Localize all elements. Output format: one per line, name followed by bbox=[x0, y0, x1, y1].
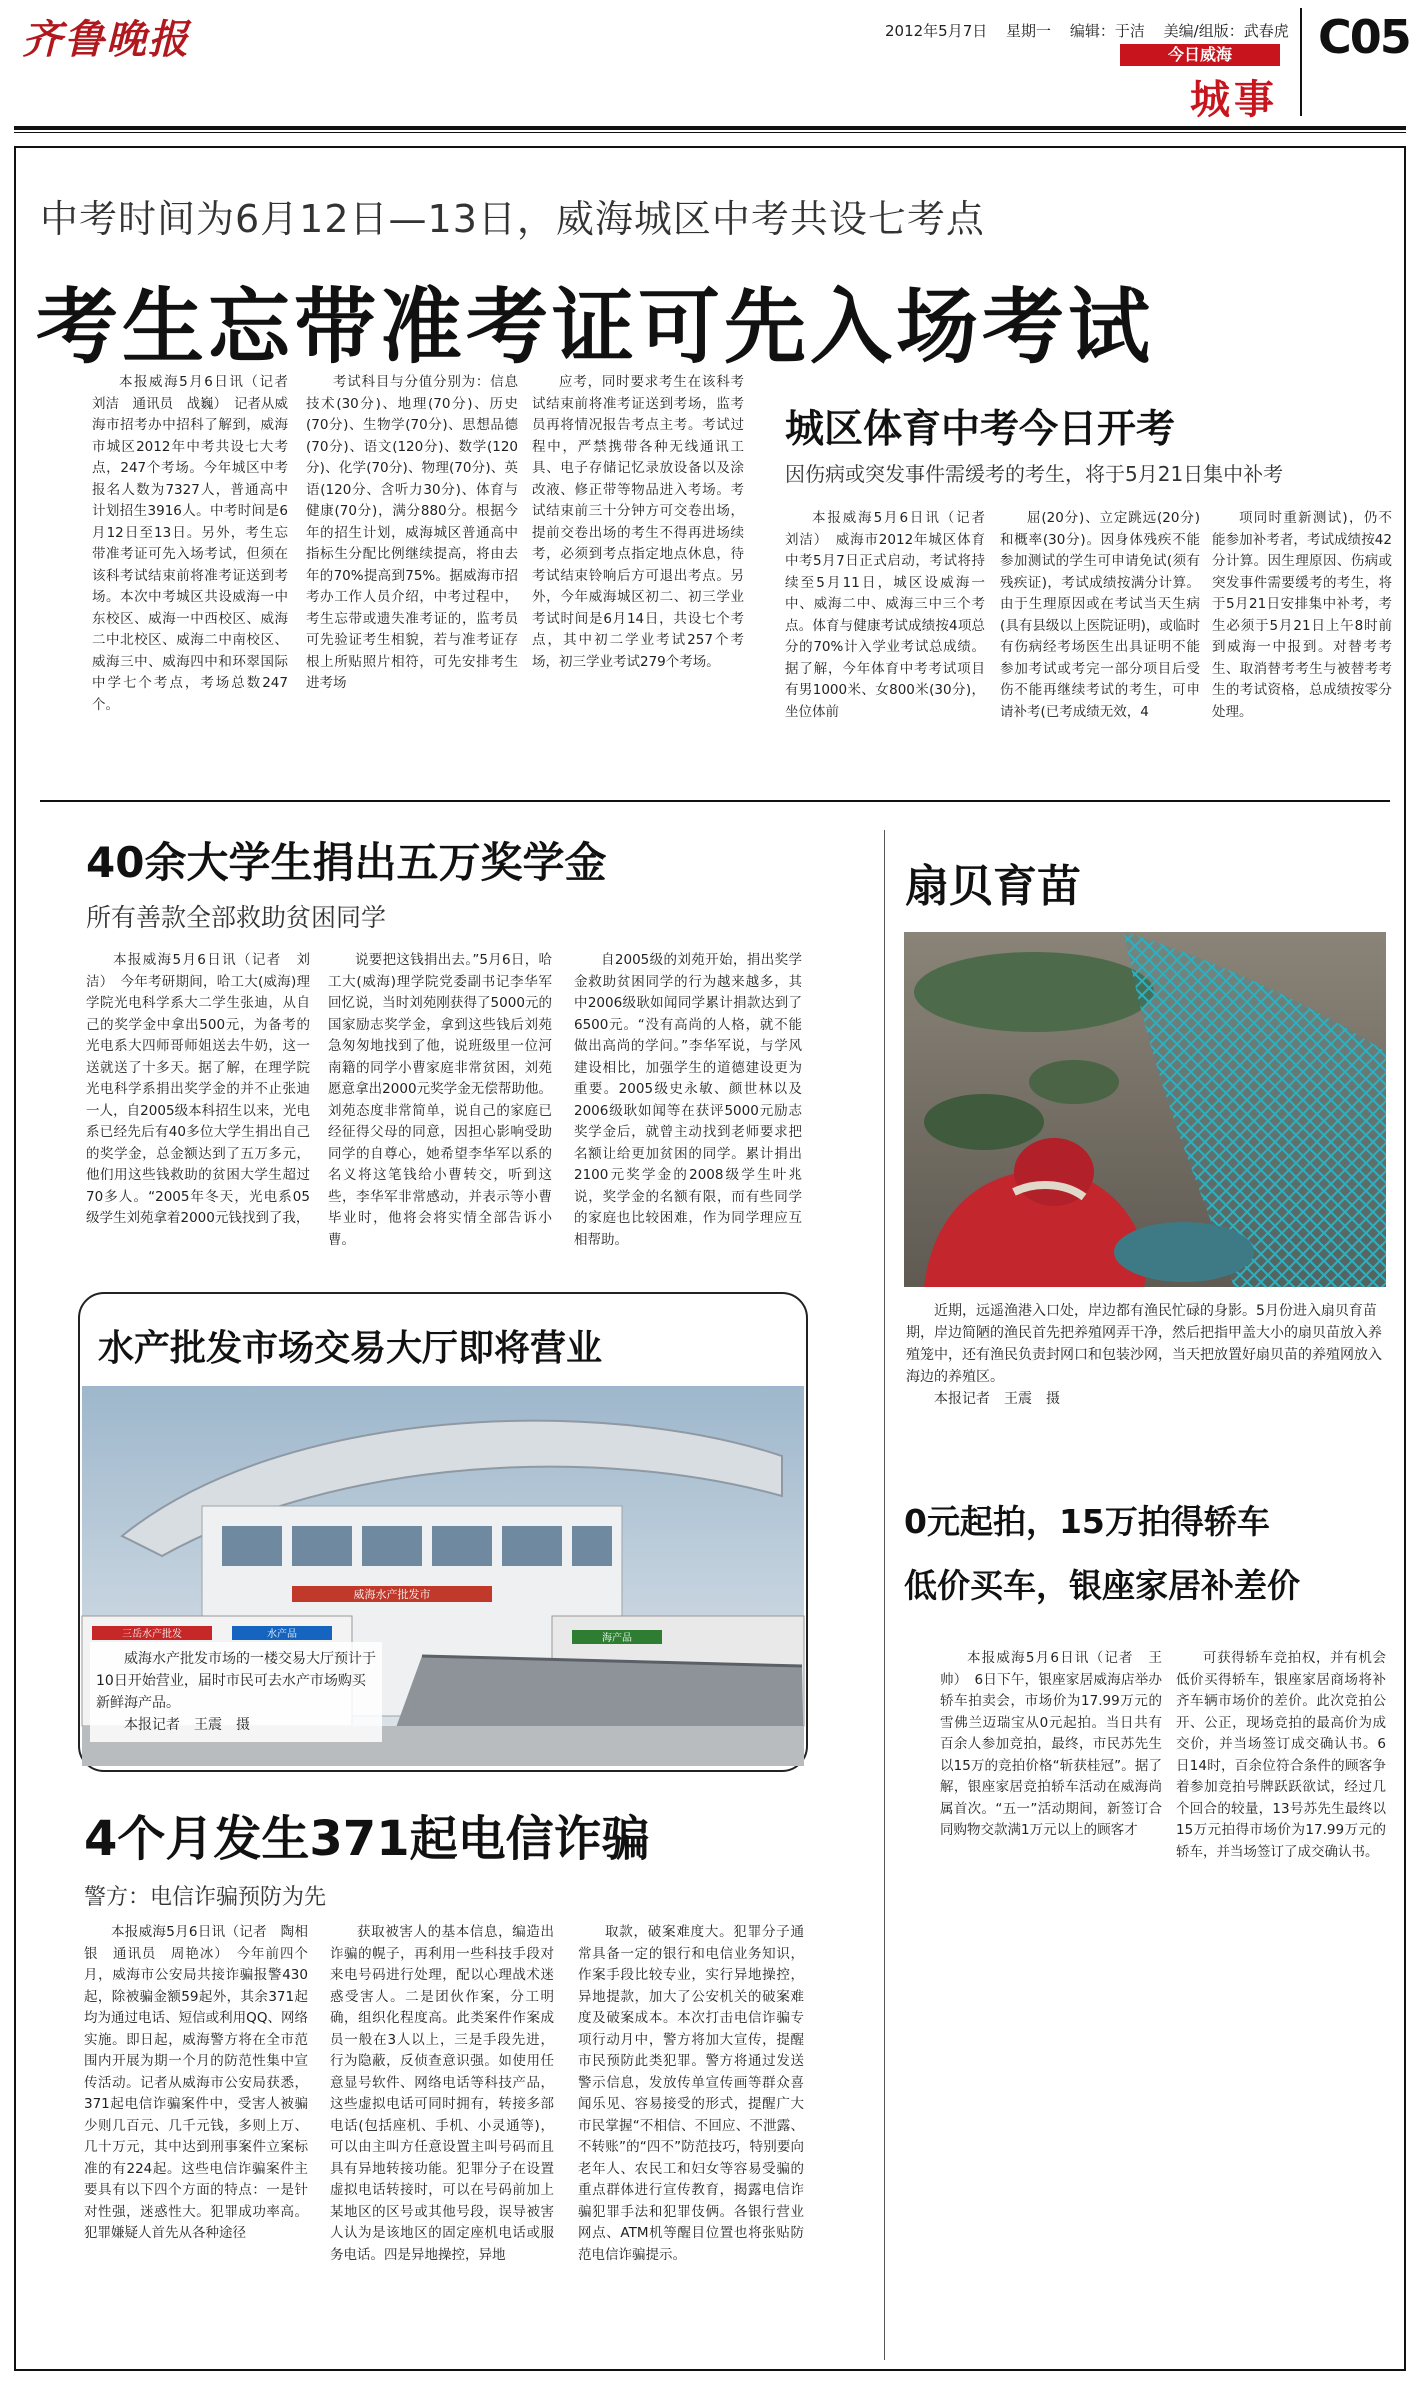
editor-credit: 编辑：于洁 bbox=[1069, 22, 1145, 40]
scholarship-deck: 所有善款全部救助贫困同学 bbox=[86, 903, 387, 932]
masthead-rule-thin bbox=[14, 132, 1406, 133]
telecom-column-text: 获取被害人的基本信息，编造出诈骗的幌子，再利用一些科技手段对来电号码进行处理，配以心理战术迷惑受害人。二是团伙作案，分工明确，组织化程度高。此类案件作案成员一般在3人以上，三是手段先进，行为隐蔽，反侦查意识强。如使用任意显号软件、网络电话等科技产品，这些虚拟电话可同时拥有，转接多部电话(包括座机、手机、小灵通等)，可以由主叫方任意设置主叫号码而且具有异地转接功能。犯罪分子在设置虚拟电话转接时，可以在号码前加上某地区的区号或其他号段，误导被害人认为是该地区的固定座机电话或服务电话。四是异地操控，异地 bbox=[330, 1924, 554, 2263]
column-divider bbox=[884, 830, 885, 2360]
scholarship-column-text: 自2005级的刘苑开始，捐出奖学金救助贫困同学的行为越来越多，其中2006级耿如闻同学累计捐款达到了6500元。“没有高尚的人格，就不能做出高尚的学问。”李华军说，与学风建设相比，加强学生的道德建设更为重要。2005级史永敏、颜世林以及2006级耿如闻等在获评5000元励志奖学金后，就曾主动找到老师要求把名额让给更加贫困的同学。累计捐出2100元奖学金的2008级学生叶兆说，奖学金的名额有限，而有些同学的家庭也比较困难，作为同学理应互相帮助。 bbox=[574, 952, 802, 1248]
masthead-rule bbox=[14, 126, 1406, 130]
pe-column-text: 项同时重新测试)，仍不能参加补考者，考试成绩按42分计算。因生理原因、伤病或突发事件需要缓考的考生，将于5月21日安排集中补考，考生必须于5月21日上午8时前到威海一中报到。对替考考生、取消替考考生与被替考考生的考试资格，总成绩按零分处理。 bbox=[1212, 510, 1392, 720]
pe-column-text: 屈(20分)、立定跳远(20分)和概率(30分)。因身体残疾不能参加测试的学生可申请免试(须有残疾证)，考试成绩按满分计算。由于生理原因或在考试当天生病(具有县级以上医院证明)，或临时有伤病经考场医生出具证明不能参加考试或考完一部分项目后受伤不能再继续考试的考生，可申请补考(已考成绩无效，4 bbox=[1000, 510, 1200, 720]
market-banner-mid: 水产品 bbox=[267, 1629, 297, 1640]
market-photo bbox=[82, 1386, 804, 1766]
scallop-caption-text: 近期，远遥渔港入口处，岸边都有渔民忙碌的身影。5月份进入扇贝育苗期，岸边简陋的渔民首先把养殖网弄干净，然后把指甲盖大小的扇贝苗放入养殖笼中，还有渔民负责封网口和包装沙网，当天把放置好扇贝苗的养殖网放入海边的养殖区。 bbox=[906, 1303, 1382, 1385]
issue-date: 2012年5月7日 bbox=[885, 22, 988, 40]
lead-column-text: 考试科目与分值分别为：信息技术(30分)、地理(70分)、历史(70分)、生物学(70分)、思想品德(70分)、语文(120分)、数学(120分)、化学(70分)、物理(70分)、英语(120分、含听力30分)、体育与健康(70分)，满分880分。根据今年的招生计划，威海城区普通高中指标生分配比例继续提高，将由去年的70%提高到75%。据威海市招考办工作人员介绍，中考过程中，考生忘带或遗失准考证的，监考员可先验证考生相貌，若与准考证存根上所贴照片相符，可先安排考生进考场 bbox=[306, 374, 518, 691]
car-column-1 bbox=[940, 1648, 1162, 1958]
lead-column-text: 本报威海5月6日讯（记者 刘洁 通讯员 战巍） 记者从威海市招考办中招科了解到，威海市城区2012年中考共设七大考点，247个考场。今年城区中考报名人数为7327人，普通高中计划招生3916人。中考时间是6月12日至13日。另外，考生忘带准考证可先入场考试，但须在该科考试结束前将准考证送到考场。本次中考城区共设威海一中东校区、威海一中西校区、威海二中北校区、威海二中南校区、威海三中、威海四中和环翠国际中学七个考点，考场总数247个。 bbox=[92, 374, 302, 713]
pe-deck: 因伤病或突发事件需缓考的考生，将于5月21日集中补考 bbox=[785, 462, 1284, 486]
telecom-headline: 4个月发生371起电信诈骗 bbox=[84, 1811, 650, 1867]
car-column-2 bbox=[1176, 1648, 1386, 1958]
scholarship-column-2 bbox=[328, 950, 552, 1280]
pe-column-2 bbox=[1000, 508, 1200, 790]
market-sign-text: 威海水产批发市 bbox=[353, 1588, 431, 1601]
car-column-text: 可获得轿车竞拍权，并有机会低价买得轿车，银座家居商场将补齐车辆市场价的差价。此次竞拍公开、公正，现场竞拍的最高价为成交价，并当场签订成交确认书。6日14时，百余位符合条件的顾客争着参加竞拍号牌跃跃欲试，经过几个回合的较量，13号苏先生最终以15万元拍得市场价为17.99万元的轿车，并当场签订了成交确认书。 bbox=[1176, 1650, 1386, 1860]
masthead-divider bbox=[1300, 8, 1302, 116]
lead-headline: 考生忘带准考证可先入场考试 bbox=[36, 280, 1155, 375]
scallop-headline: 扇贝育苗 bbox=[905, 861, 1081, 912]
telecom-column-2 bbox=[330, 1922, 554, 2342]
scholarship-column-text: 本报威海5月6日讯（记者 刘洁） 今年考研期间，哈工大(威海)理学院光电科学系大二学生张迪，从自己的奖学金中拿出500元，为备考的光电系大四师哥师姐送去牛奶，这一送就送了十多天。据了解，在理学院光电科学系捐出奖学金的并不止张迪一人，自2005级本科招生以来，光电系已经先后有40多位大学生捐出自己的奖学金，总金额达到了五万多元，他们用这些钱救助的贫困大学生超过70多人。“2005年冬天，光电系05级学生刘苑拿着2000元钱找到了我， bbox=[86, 952, 310, 1226]
scholarship-column-1 bbox=[86, 950, 310, 1280]
telecom-column-text: 取款，破案难度大。犯罪分子通常具备一定的银行和电信业务知识，作案手段比较专业，实行异地操控，异地提款，加大了公安机关的破案难度及破案成本。本次打击电信诈骗专项行动月中，警方将加大宣传，提醒市民预防此类犯罪。警方将通过发送警示信息，发放传单宣传画等群众喜闻乐见、容易接受的形式，提醒广大市民掌握“不相信、不回应、不泄露、不转账”的“四不”防范技巧，特别要向老年人、农民工和妇女等容易受骗的重点群体进行宣传教育，揭露电信诈骗犯罪手法和犯罪伎俩。各银行营业网点、ATM机等醒目位置也将张贴防范电信诈骗提示。 bbox=[578, 1924, 804, 2263]
telecom-column-text: 本报威海5月6日讯（记者 陶相银 通讯员 周艳冰） 今年前四个月，威海市公安局共接诈骗报警430起，除被骗金额59起外，其余371起均为通过电话、短信或利用QQ、网络实施。即日起，威海警方将在全市范围内开展为期一个月的防范性集中宣传活动。记者从威海市公安局获悉，371起电信诈骗案件中，受害人被骗少则几百元、几千元钱，多则上万、几十万元，其中达到刑事案件立案标准的有224起。这些电信诈骗案件主要具有以下四个方面的特点：一是针对性强，迷惑性大。犯罪成功率高。犯罪嫌疑人首先从各种途径 bbox=[84, 1924, 308, 2241]
lead-column-3 bbox=[532, 372, 744, 787]
pe-column-3 bbox=[1212, 508, 1392, 790]
market-caption bbox=[90, 1642, 382, 1742]
section-name: 城事 bbox=[1190, 77, 1278, 123]
scholarship-headline: 40余大学生捐出五万奖学金 bbox=[86, 838, 607, 887]
scallop-caption bbox=[906, 1300, 1384, 1410]
issue-weekday: 星期一 bbox=[1006, 22, 1052, 40]
market-banner-right: 海产品 bbox=[602, 1633, 632, 1644]
newspaper-logo: 齐鲁晚报 bbox=[22, 16, 190, 63]
scallop-photo-credit: 本报记者 王震 摄 bbox=[934, 1391, 1060, 1407]
lead-column-2 bbox=[306, 372, 518, 787]
lead-kicker: 中考时间为6月12日—13日，威海城区中考共设七考点 bbox=[40, 197, 985, 241]
section-divider bbox=[40, 800, 1390, 802]
telecom-deck: 警方：电信诈骗预防为先 bbox=[84, 1885, 327, 1910]
market-photo-credit: 本报记者 王震 摄 bbox=[124, 1717, 250, 1733]
designer-credit: 美编/组版：武春虎 bbox=[1163, 22, 1289, 40]
scholarship-column-3 bbox=[574, 950, 802, 1280]
car-headline-2: 低价买车，银座家居补差价 bbox=[904, 1566, 1300, 1605]
page-number: C05 bbox=[1318, 10, 1410, 64]
scallop-photo-graphic bbox=[904, 932, 1386, 1287]
telecom-column-1 bbox=[84, 1922, 308, 2342]
pe-column-text: 本报威海5月6日讯（记者 刘洁） 威海市2012年城区体育中考5月7日正式启动，考试将持续至5月11日，城区设威海一中、威海二中、威海三中三个考点。体育与健康考试成绩按4项总分的70%计入学业考试总成绩。据了解，今年体育中考考试项目有男1000米、女800米(30分)，坐位体前 bbox=[785, 510, 999, 720]
issue-meta bbox=[885, 20, 1303, 41]
car-column-text: 本报威海5月6日讯（记者 王帅） 6日下午，银座家居威海店举办轿车拍卖会，市场价为17.99万元的雪佛兰迈瑞宝从0元起拍。当日共有百余人参加竞拍，最终，市民苏先生以15万的竞拍价格“斩获桂冠”。据了解，银座家居竞拍轿车活动在威海尚属首次。“五一”活动期间，新签订合同购物交款满1万元以上的顾客才 bbox=[940, 1650, 1162, 1838]
section-badge: 今日威海 bbox=[1120, 44, 1280, 66]
lead-column-1 bbox=[92, 372, 302, 787]
market-headline: 水产批发市场交易大厅即将营业 bbox=[98, 1328, 603, 1369]
telecom-column-3 bbox=[578, 1922, 804, 2342]
scholarship-column-text: 说要把这钱捐出去。”5月6日，哈工大(威海)理学院党委副书记李华军回忆说，当时刘苑刚获得了5000元的国家励志奖学金，拿到这些钱后刘苑急匆匆地找到了他，说班级里一位河南籍的同学小曹家庭非常贫困，刘苑愿意拿出2000元奖学金无偿帮助他。刘苑态度非常简单，说自己的家庭已经征得父母的同意，因担心影响受助同学的自尊心，她希望李华军以系的名义将这笔钱给小曹转交，听到这些，李华军非常感动，并表示等小曹毕业时，他将会将实情全部告诉小曹。 bbox=[328, 952, 552, 1248]
pe-headline: 城区体育中考今日开考 bbox=[785, 407, 1176, 452]
car-headline-1: 0元起拍，15万拍得轿车 bbox=[904, 1502, 1270, 1541]
lead-column-text: 应考，同时要求考生在该科考试结束前将准考证送到考场，监考员再将情况报告考点主考。考试过程中，严禁携带各种无线通讯工具、电子存储记忆录放设备以及涂改液、修正带等物品进入考场。考试结束前三十分钟方可交卷出场，提前交卷出场的考生不得再进场续考，必须到考点指定地点休息，待考试结束铃响后方可退出考点。另外，今年威海城区初二、初三学业考试时间是6月14日，共设七个考点，其中初二学业考试257个考场，初三学业考试279个考场。 bbox=[532, 374, 744, 670]
market-caption-text: 威海水产批发市场的一楼交易大厅预计于10日开始营业，届时市民可去水产市场购买新鲜海产品。 bbox=[96, 1651, 376, 1711]
scallop-photo bbox=[904, 932, 1386, 1287]
market-banner-left: 三岳水产批发 bbox=[122, 1629, 182, 1640]
pe-column-1 bbox=[785, 508, 999, 790]
